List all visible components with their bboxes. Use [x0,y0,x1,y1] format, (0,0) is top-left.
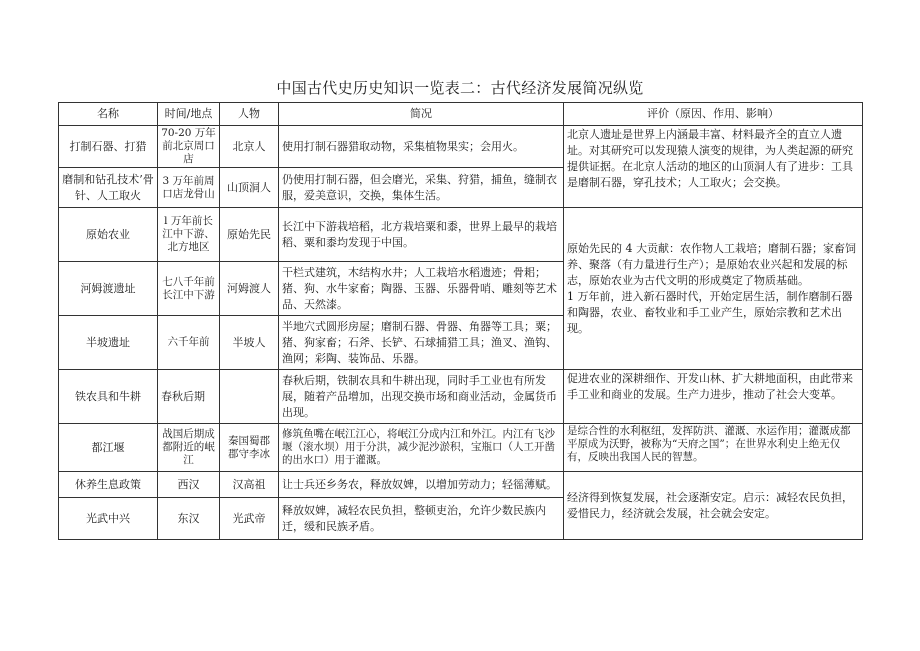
cell-summary: 修筑鱼嘴在岷江江心，将岷江分成内江和外江。内江有飞沙堰（滚水坝）用于分洪，减少泥沙淤积，宝瓶口（人工开凿的出水口）用于灌溉。 [279,424,564,472]
evaluation-paragraph: 原始先民的 4 大贡献：农作物人工栽培；磨制石器；家畜饲养、聚落（有力量进行生产）；是原始农业兴起和发展的标志，原始农业为古代文明的形成奠定了物质基础。 [567,241,856,287]
economy-table [58,102,863,540]
cell-time: 西汉 [158,472,220,498]
table-row [59,208,863,262]
cell-name: 休养生息政策 [59,472,158,498]
cell-name: 河姆渡遗址 [59,262,158,316]
header-summary: 简况 [279,103,564,126]
cell-name: 半坡遗址 [59,316,158,370]
table-row [59,370,863,424]
header-row [59,103,863,126]
cell-evaluation: 北京人遗址是世界上内涵最丰富、材料最齐全的直立人遗址。对其研究可以发现猿人演变的规律，为人类起源的研究提供证据。在北京人活动的地区的山顶洞人有了进步：工具是磨制石器，穿孔技术；人工取火；会交换。 [564,126,863,208]
cell-name: 都江堰 [59,424,158,472]
cell-summary: 使用打制石器猎取动物，采集植物果实；会用火。 [279,126,564,168]
cell-evaluation: 经济得到恢复发展，社会逐渐安定。启示：减轻农民负担，爱惜民力，经济就会发展，社会就会安定。 [564,472,863,540]
cell-time: 春秋后期 [158,370,220,424]
cell-person: 光武帝 [220,498,279,540]
header-name: 名称 [59,103,158,126]
cell-name: 铁农具和牛耕 [59,370,158,424]
cell-person: 河姆渡人 [220,262,279,316]
cell-name: 光武中兴 [59,498,158,540]
cell-time: 战国后期成都附近的岷江 [158,424,220,472]
cell-time: 七八千年前长江中下游 [158,262,220,316]
cell-evaluation [564,208,863,370]
cell-name: 原始农业 [59,208,158,262]
cell-time: l 万年前长江中下游、北方地区 [158,208,220,262]
cell-name: 磨制和钻孔技术’骨针、人工取火 [59,168,158,208]
cell-summary: 仍使用打制石器，但会磨光，采集、狩猎，捕鱼，缝制衣服，爱美意识，交换，集体生活。 [279,168,564,208]
page-title: 中国古代史历史知识一览表二：古代经济发展简况纵览 [276,79,644,97]
cell-summary: 半地穴式圆形房屋；磨制石器、骨器、角器等工具；粟；猪、狗家畜；石斧、长铲、石球捕猎工具；渔叉、渔钩、渔网；彩陶、装饰品、乐器。 [279,316,564,370]
cell-person: 汉高祖 [220,472,279,498]
cell-person: 原始先民 [220,208,279,262]
cell-summary: 释放奴婢，减轻农民负担，整顿吏治，允许少数民族内迁，缓和民族矛盾。 [279,498,564,540]
cell-person: 北京人 [220,126,279,168]
cell-name: 打制石器、打猎 [59,126,158,168]
cell-evaluation: 促进农业的深耕细作、开发山林、扩大耕地面积，由此带来手工业和商业的发展。生产力进步，推动了社会大变革。 [564,370,863,424]
cell-time: 六千年前 [158,316,220,370]
cell-time: 70-20 万年前北京周口店 [158,126,220,168]
cell-summary: 长江中下游栽培稻，北方栽培粟和黍，世界上最早的栽培稻、粟和黍均发现于中国。 [279,208,564,262]
cell-summary: 春秋后期，铁制农具和牛耕出现，同时手工业也有所发展，随着产品增加，出现交换市场和商业活动，金属货币出现。 [279,370,564,424]
cell-evaluation: 是综合性的水利枢纽，发挥防洪、灌溉、水运作用；灌溉成都平原成为沃野，被称为“天府之国”；在世界水利史上绝无仅有，反映出我国人民的智慧。 [564,424,863,472]
cell-time: 3 万年前周口店龙骨山 [158,168,220,208]
cell-person: 山顶洞人 [220,168,279,208]
table-row [59,472,863,498]
header-time: 时间/地点 [158,103,220,126]
evaluation-paragraph: 1 万年前，进入新石器时代，开始定居生活，制作磨制石器和陶器，农业、畜牧业和手工业产生，原始宗教和艺术出现。 [567,289,853,335]
cell-time: 东汉 [158,498,220,540]
table-row [59,424,863,472]
cell-person: 半坡人 [220,316,279,370]
cell-summary: 让士兵还乡务农，释放奴婢，以增加劳动力；轻徭薄赋。 [279,472,564,498]
table-row [59,126,863,168]
header-evaluation: 评价（原因、作用、影响） [564,103,863,126]
cell-person [220,370,279,424]
cell-summary: 干栏式建筑，木结构水井；人工栽培水稻遗迹；骨耜；猪、狗、水牛家畜；陶器、玉器、乐器骨哨、雕刻等艺术品、天然漆。 [279,262,564,316]
header-person: 人物 [220,103,279,126]
cell-person: 秦国蜀郡郡守李冰 [220,424,279,472]
